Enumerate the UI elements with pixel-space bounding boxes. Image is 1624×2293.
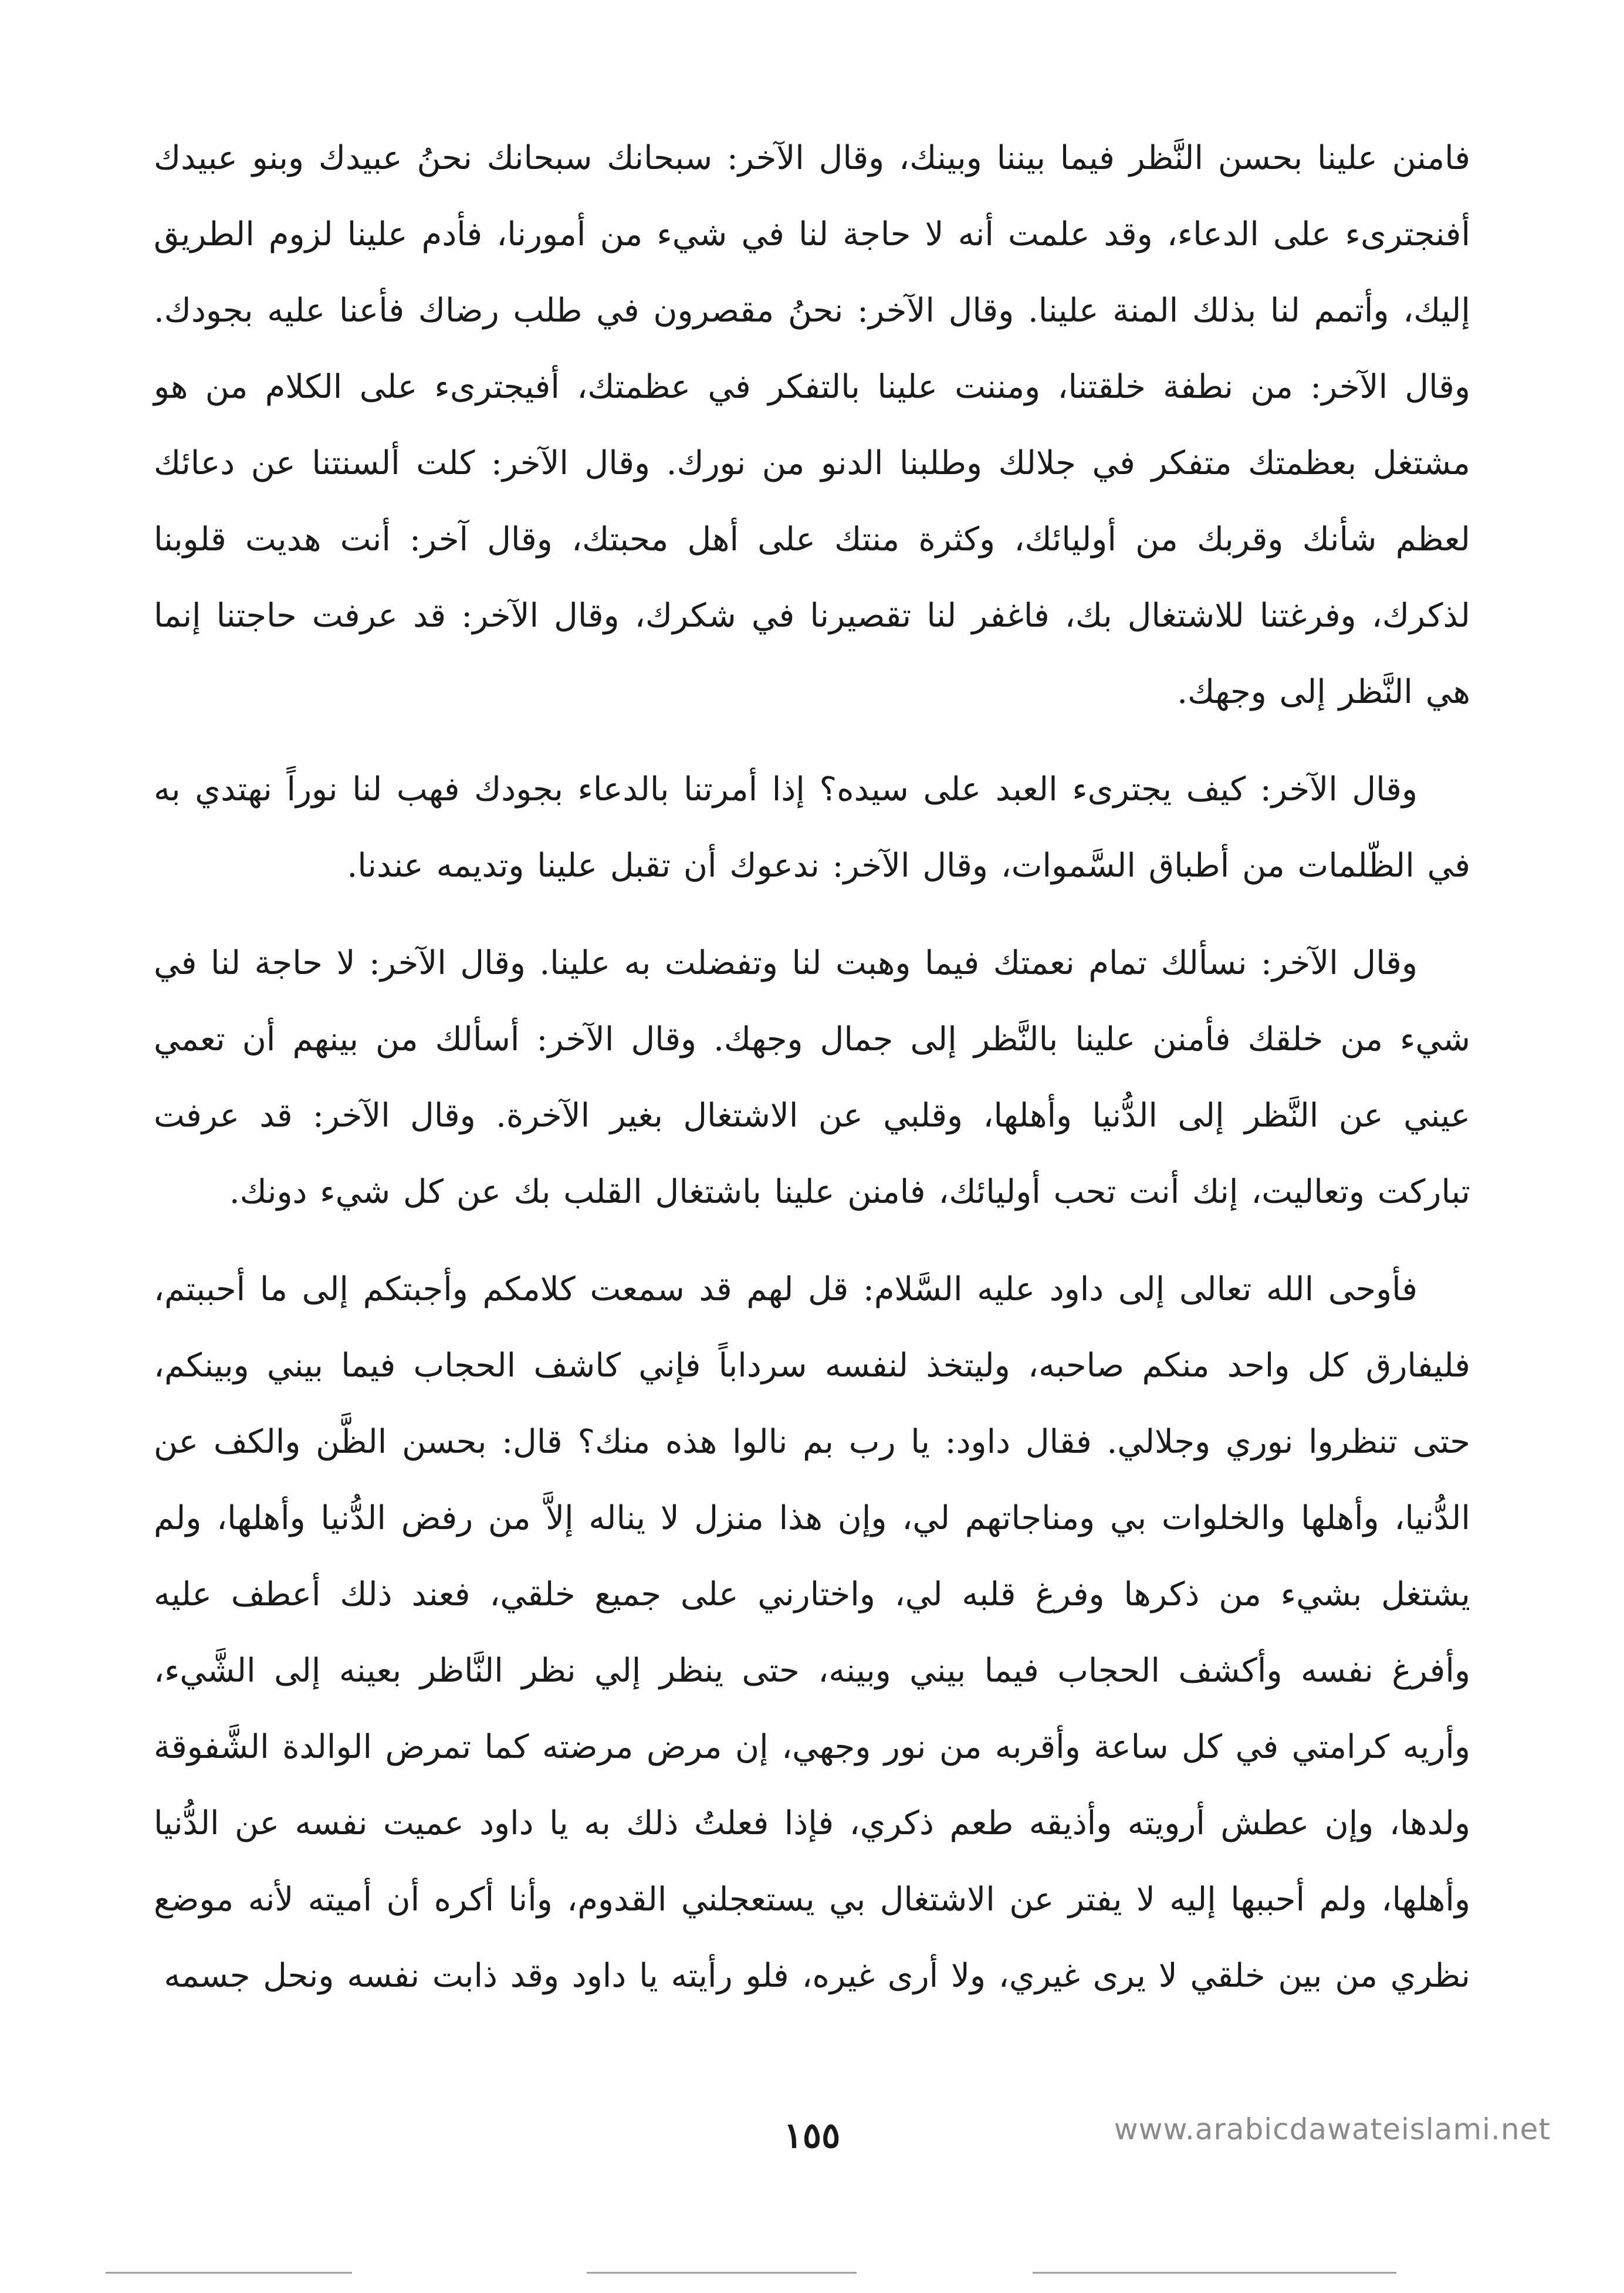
paragraph-3: وقال الآخر: نسألك تمام نعمتك فيما وهبت لنا وتفضلت به علينا. وقال الآخر: لا حاجة لنا في شيء من خلقك فأمنن علينا بالنَّظر إلى جمال وجهك. وقال الآخر: أسألك من بينهم أن تعمي عيني عن النَّظر إلى الدُّنيا وأهلها، وقلبي عن الاشتغال بغير الآخرة. وقال الآخر: قد عرفت تباركت وتعاليت، إنك أنت تحب أوليائك، فامنن علينا باشتغال القلب بك عن كل شيء دونك. [154, 944, 1470, 1211]
scan-edge-line [1033, 2272, 1396, 2274]
page-number: ١٥٥ [783, 2115, 841, 2156]
page-body [154, 120, 1470, 2035]
paragraph-continuation: فامنن علينا بحسن النَّظر فيما بيننا وبينك، وقال الآخر: سبحانك سبحانك نحنُ عبيدك وبنو عبيدك أفنجترىء على الدعاء، وقد علمت أنه لا حاجة لنا في شيء من أمورنا، فأدم علينا لزوم الطريق إليك، وأتمم لنا بذلك المنة علينا. وقال الآخر: نحنُ مقصرون في طلب رضاك فأعنا عليه بجودك. وقال الآخر: من نطفة خلقتنا، ومننت علينا بالتفكر في عظمتك، أفيجترىء على الكلام من هو مشتغل بعظمتك متفكر في جلالك وطلبنا الدنو من نورك. وقال الآخر: كلت ألسنتنا عن دعائك لعظم شأنك وقربك من أوليائك، وكثرة منتك على أهل محبتك، وقال آخر: أنت هديت قلوبنا لذكرك، وفرغتنا للاشتغال بك، فاغفر لنا تقصيرنا في شكرك، وقال الآخر: قد عرفت حاجتنا إنما هي النَّظر إلى وجهك. [154, 139, 1470, 711]
watermark-url: www.arabicdawateislami.net [1114, 2112, 1551, 2146]
scan-edge-line [106, 2272, 352, 2274]
paragraph-4: فأوحى الله تعالى إلى داود عليه السَّلام: قل لهم قد سمعت كلامكم وأجبتكم إلى ما أحببتم، فليفارق كل واحد منكم صاحبه، وليتخذ لنفسه سرداباً فإني كاشف الحجاب فيما بيني وبينكم، حتى تنظروا نوري وجلالي. فقال داود: يا رب بم نالوا هذه منك؟ قال: بحسن الظَّن والكف عن الدُّنيا، وأهلها والخلوات بي ومناجاتهم لي، وإن هذا منزل لا يناله إلاَّ من رفض الدُّنيا وأهلها، ولم يشتغل بشيء من ذكرها وفرغ قلبه لي، واختارني على جميع خلقي، فعند ذلك أعطف عليه وأفرغ نفسه وأكشف الحجاب فيما بيني وبينه، حتى ينظر إلي نظر النَّاظر بعينه إلى الشَّيء، وأريه كرامتي في كل ساعة وأقربه من نور وجهي، إن مرض مرضته كما تمرض الوالدة الشَّفوقة ولدها، وإن عطش أرويته وأذيقه طعم ذكري، فإذا فعلتُ ذلك به يا داود عميت نفسه عن الدُّنيا وأهلها، ولم أحببها إليه لا يفتر عن الاشتغال بي يستعجلني القدوم، وأنا أكره أن أميته لأنه موضع نظري من بين خلقي لا يرى غيري، ولا أرى غيره، فلو رأيته يا داود وقد ذابت نفسه ونحل جسمه [154, 1270, 1470, 1995]
scan-edge-line [587, 2272, 857, 2274]
paragraph-2: وقال الآخر: كيف يجترىء العبد على سيده؟ إذا أمرتنا بالدعاء بجودك فهب لنا نوراً نهتدي به في الظّلمات من أطباق السَّموات، وقال الآخر: ندعوك أن تقبل علينا وتديمه عندنا. [154, 770, 1470, 885]
